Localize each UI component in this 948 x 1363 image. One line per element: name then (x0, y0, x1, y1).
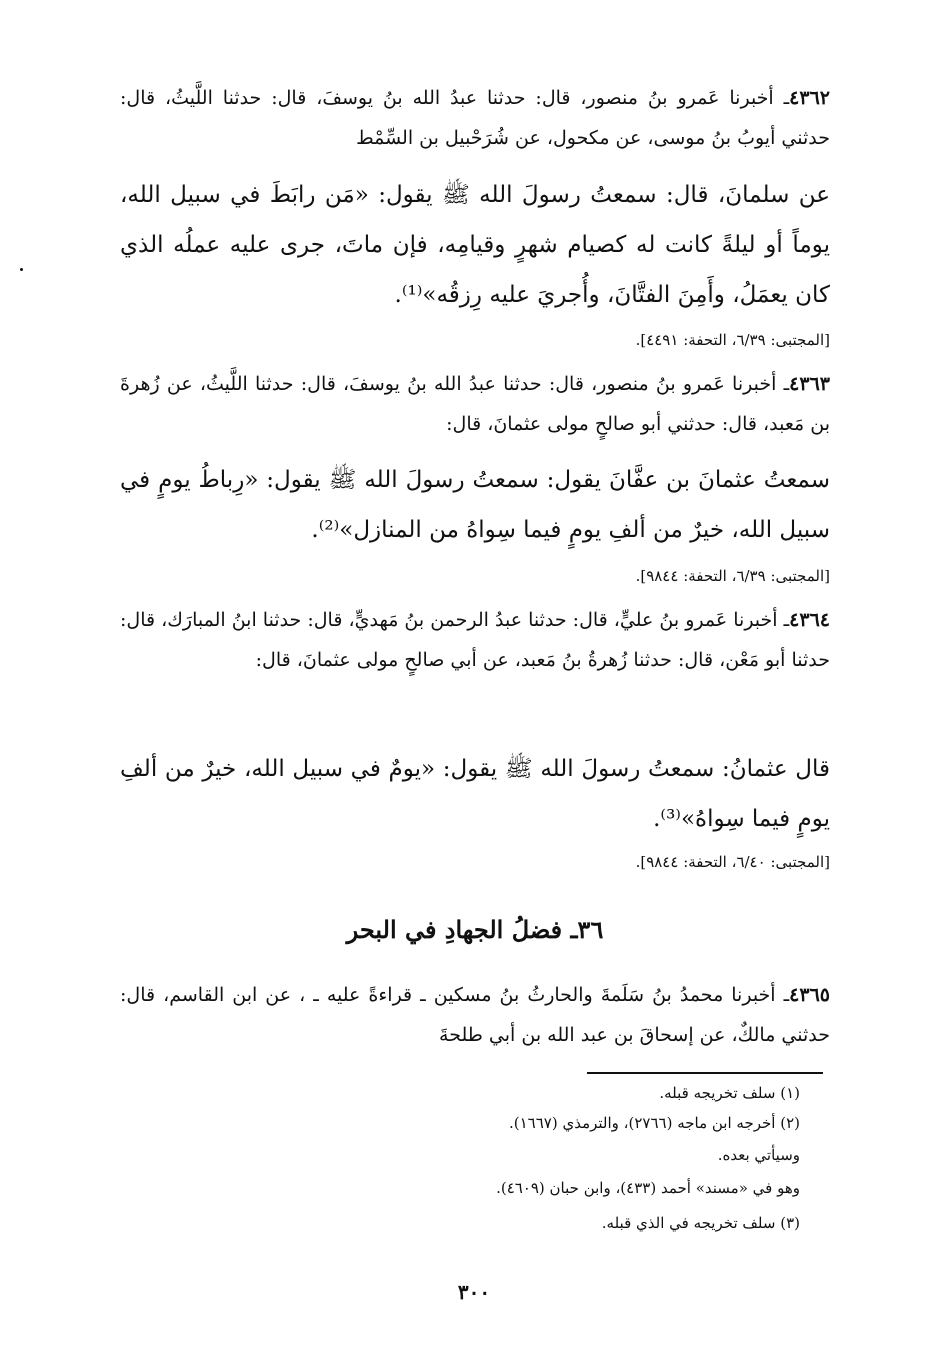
hadith-number: ٤٣٦٥ (789, 984, 830, 1006)
source-reference: [المجتبى: ٦/٣٩، التحفة: ٤٤٩١]. (635, 331, 830, 349)
footnote: وسيأتي بعده. (717, 1146, 800, 1164)
hadith-matn (120, 455, 830, 555)
footnote: وهو في «مسند» أحمد (٤٣٣)، وابن حبان (٤٦٠٩). (496, 1179, 800, 1197)
matn-text: عن سلمانَ، قال: سمعتُ رسولَ الله ﷺ يقول: «مَن رابَطَ في سبيل الله، يوماً أو ليلةً كانت له كصيام شهرٍ وقيامِه، فإن ماتَ، جرى عليه عملُه الذي كان يعمَلُ، وأَمِنَ الفتَّانَ، وأُجريَ عليه رِزقُه»⁽¹⁾. (120, 182, 830, 308)
hadith-isnad (120, 975, 830, 1055)
hadith-isnad (120, 78, 830, 158)
isnad-text: ـ أخبرنا عَمرو بنُ منصور، قال: حدثنا عبدُ الله بنُ يوسفَ، قال: حدثنا اللَّيثُ، قال: حدثني أيوبُ بنُ موسى، عن مكحول، عن شُرَحْبيل بن السِّمْط (120, 87, 830, 149)
hadith-number: ٤٣٦٣ (789, 373, 830, 395)
footnote-separator (587, 1072, 823, 1074)
footnote: (٣) سلف تخريجه في الذي قبله. (601, 1214, 800, 1232)
hadith-isnad (120, 364, 830, 444)
hadith-matn (120, 170, 830, 320)
isnad-text: ـ أخبرنا محمدُ بنُ سَلَمةَ والحارثُ بنُ مسكين ـ قراءةً عليه ـ ، عن ابن القاسم، قال: حدثني مالكٌ، عن إسحاقَ بن عبد الله بن أبي طلحةَ (120, 984, 830, 1046)
footnote: (١) سلف تخريجه قبله. (659, 1084, 800, 1102)
isnad-text: ـ أخبرنا عَمرو بنُ عليٍّ، قال: حدثنا عبدُ الرحمن بنُ مَهديٍّ، قال: حدثنا ابنُ المبارَك، قال: حدثنا أبو مَعْن، قال: حدثنا زُهرةُ بنُ مَعبد، عن أبي صالحٍ مولى عثمانَ، قال: (120, 609, 830, 671)
matn-text: سمعتُ عثمانَ بن عفَّانَ يقول: سمعتُ رسولَ الله ﷺ يقول: «رِباطُ يومٍ في سبيل الله، خيرٌ من ألفِ يومٍ فيما سِواهُ من المنازل»⁽²⁾. (120, 467, 830, 543)
chapter-heading: ٣٦ـ فضلُ الجهادِ في البحر (346, 915, 604, 944)
source-reference: [المجتبى: ٦/٤٠، التحفة: ٩٨٤٤]. (635, 853, 830, 871)
page-number: ٣٠٠ (457, 1280, 491, 1304)
matn-text: قال عثمانُ: سمعتُ رسولَ الله ﷺ يقول: «يومٌ في سبيل الله، خيرٌ من ألفِ يومٍ فيما سِواهُ»⁽³⁾. (120, 756, 830, 832)
scan-speck (20, 268, 23, 271)
hadith-number: ٤٣٦٤ (789, 609, 830, 631)
footnote: (٢) أخرجه ابن ماجه (٢٧٦٦)، والترمذي (١٦٦٧). (508, 1114, 800, 1132)
source-reference: [المجتبى: ٦/٣٩، التحفة: ٩٨٤٤]. (635, 567, 830, 585)
isnad-text: ـ أخبرنا عَمرو بنُ منصور، قال: حدثنا عبدُ الله بنُ يوسفَ، قال: حدثنا اللَّيثُ، عن زُهرةَ بن مَعبد، قال: حدثني أبو صالحٍ مولى عثمانَ، قال: (120, 373, 830, 435)
hadith-matn (120, 744, 830, 844)
hadith-isnad (120, 600, 830, 680)
hadith-number: ٤٣٦٢ (789, 87, 830, 109)
